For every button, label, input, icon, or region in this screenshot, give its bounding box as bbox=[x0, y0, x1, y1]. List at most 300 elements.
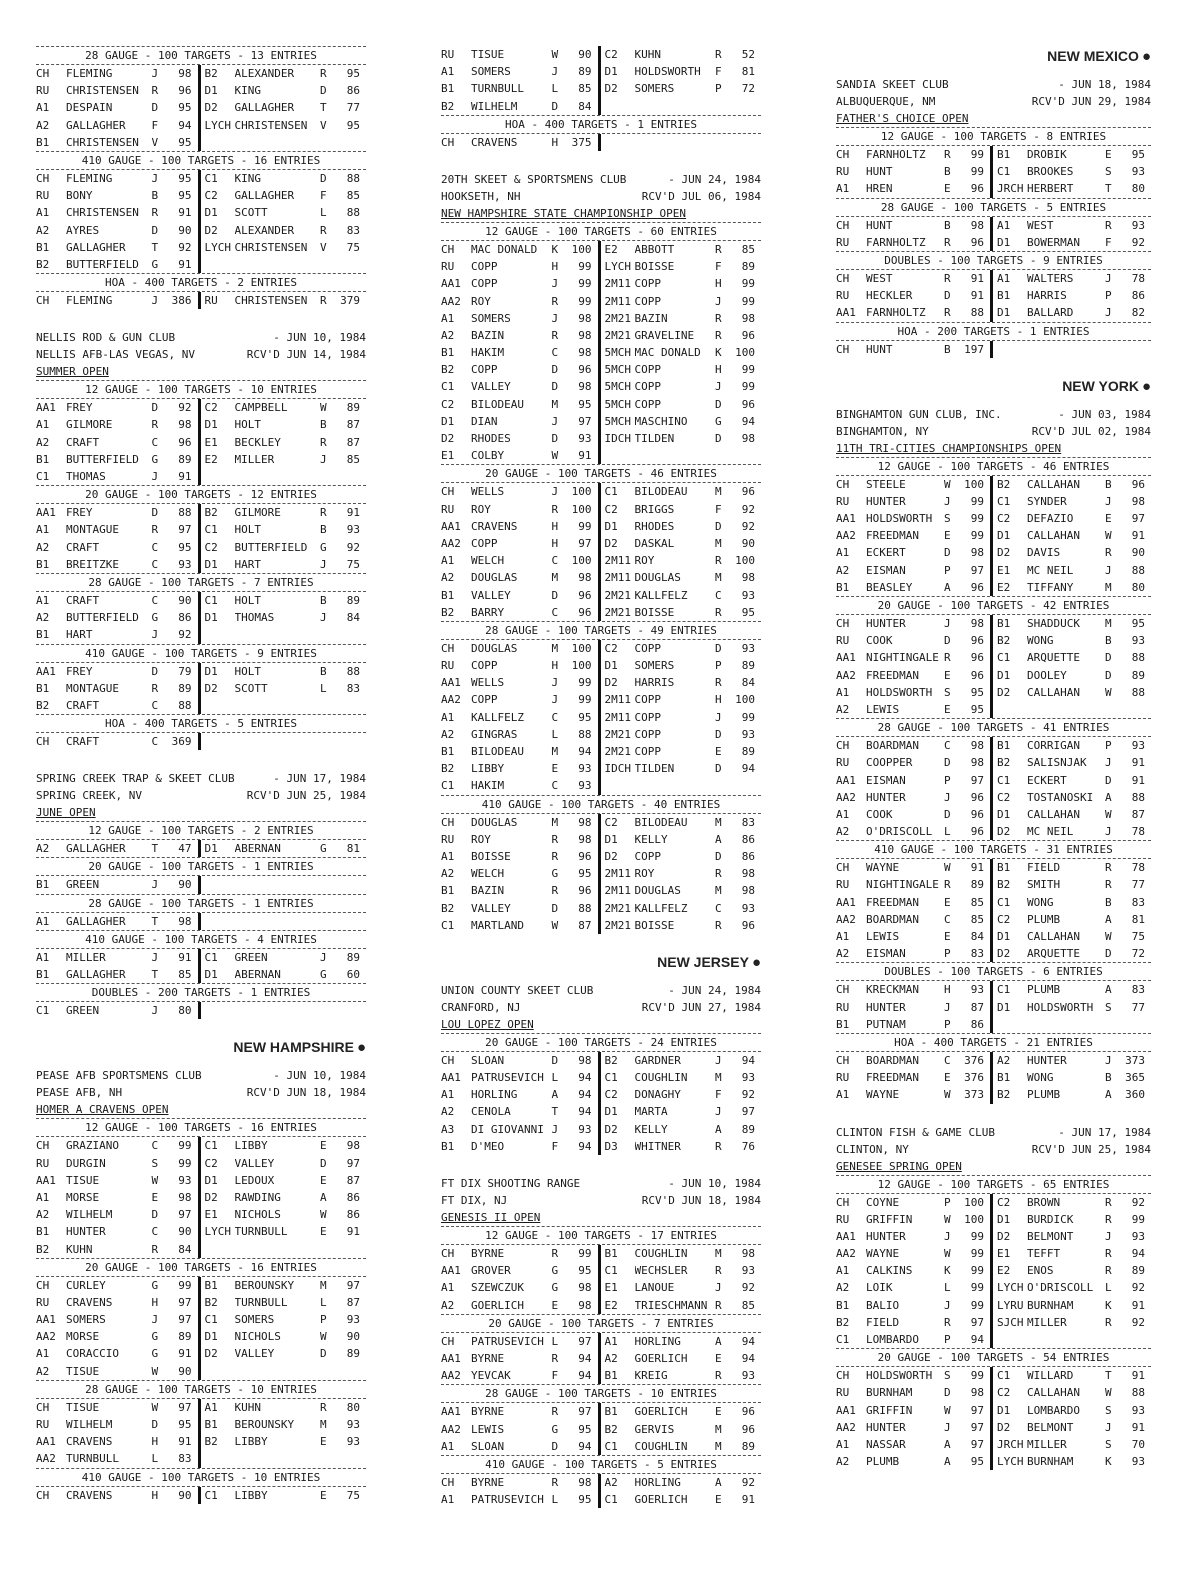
result-right bbox=[990, 579, 1151, 596]
result-right bbox=[198, 556, 367, 573]
club-block bbox=[36, 329, 366, 750]
result-right bbox=[598, 691, 762, 708]
class-code: C1 bbox=[604, 1071, 618, 1085]
score: 93 bbox=[578, 1122, 592, 1136]
result-row bbox=[36, 1416, 366, 1433]
score: 96 bbox=[578, 605, 592, 619]
class-code: C2 bbox=[604, 502, 618, 516]
score: 91 bbox=[1131, 773, 1145, 787]
class-code: D2 bbox=[997, 546, 1011, 560]
shooter-name: TOSTANOSKI bbox=[1027, 790, 1094, 804]
class-code: B2 bbox=[836, 1315, 850, 1329]
shooter-name: HARRIS bbox=[634, 676, 675, 690]
result-row bbox=[441, 1086, 761, 1103]
shooter-name: KUHN bbox=[66, 1242, 93, 1256]
event-group-heading: 28 GAUGE - 100 TARGETS - 5 ENTRIES bbox=[836, 198, 1151, 217]
shooter-name: SYNDER bbox=[1027, 494, 1067, 508]
result-right bbox=[990, 1228, 1151, 1245]
shooter-name: BOARDMAN bbox=[866, 1053, 919, 1067]
score: 93 bbox=[1131, 1229, 1145, 1243]
shooter-name: CALLAHAN bbox=[1027, 477, 1080, 491]
shooter-class-letter: C bbox=[944, 739, 951, 753]
result-left bbox=[836, 999, 990, 1016]
shooter-name: COPP bbox=[634, 727, 661, 741]
result-row bbox=[36, 1450, 366, 1467]
shooter-name: COLBY bbox=[471, 449, 505, 463]
shooter-class-letter: R bbox=[151, 523, 159, 537]
score: 93 bbox=[1131, 165, 1145, 179]
shooter-name: BEASLEY bbox=[866, 580, 913, 594]
result-right bbox=[990, 789, 1151, 806]
shooter-name: COPP bbox=[471, 659, 498, 673]
score: 365 bbox=[1125, 1071, 1145, 1085]
result-right bbox=[598, 483, 762, 500]
result-right bbox=[598, 1491, 762, 1508]
result-left bbox=[36, 187, 198, 204]
shooter-class-letter: H bbox=[151, 1488, 159, 1502]
shooter-class-letter: W bbox=[944, 1212, 951, 1226]
class-code: A1 bbox=[36, 593, 50, 607]
shooter-name: LIBBY bbox=[234, 1139, 268, 1153]
class-code: A2 bbox=[441, 867, 455, 881]
event-group-heading: 410 GAUGE - 100 TARGETS - 5 ENTRIES bbox=[441, 1455, 761, 1474]
result-left bbox=[441, 80, 598, 97]
class-code: A1 bbox=[441, 311, 455, 325]
class-code: D1 bbox=[997, 1000, 1011, 1014]
score: 98 bbox=[741, 884, 755, 898]
result-left bbox=[36, 876, 198, 893]
result-left bbox=[441, 1279, 598, 1296]
shooter-name: GOERLICH bbox=[471, 1298, 524, 1312]
result-left bbox=[441, 1121, 598, 1138]
result-left bbox=[36, 170, 198, 187]
score: 99 bbox=[970, 148, 984, 161]
class-code: A1 bbox=[441, 554, 455, 568]
score: 89 bbox=[346, 401, 360, 415]
shooter-class-letter: D bbox=[1105, 947, 1112, 961]
result-left bbox=[836, 1228, 990, 1245]
score: 100 bbox=[735, 554, 755, 568]
result-right bbox=[598, 865, 762, 882]
club-location: HOOKSETH, NH bbox=[441, 189, 521, 203]
result-row bbox=[36, 1137, 366, 1154]
result-right bbox=[198, 82, 367, 99]
score: 47 bbox=[178, 842, 192, 856]
shoot-date: - JUN 10, 1984 bbox=[273, 331, 366, 345]
result-right bbox=[598, 361, 762, 378]
class-code: B1 bbox=[36, 557, 50, 571]
result-left bbox=[836, 789, 990, 806]
event-name: SUMMER OPEN bbox=[36, 365, 109, 379]
shooter-name: MORSE bbox=[66, 1190, 100, 1204]
shooter-name: WONG bbox=[1027, 634, 1054, 648]
score: 91 bbox=[1131, 529, 1145, 543]
result-row bbox=[836, 1453, 1151, 1470]
shooter-class-letter: H bbox=[715, 363, 722, 377]
result-row bbox=[836, 859, 1151, 876]
result-right bbox=[990, 476, 1151, 493]
shooter-name: BAZIN bbox=[634, 311, 668, 325]
result-right bbox=[598, 604, 762, 621]
shooter-class-letter: D bbox=[944, 289, 951, 303]
result-right bbox=[598, 674, 762, 691]
shooter-class-letter: W bbox=[944, 861, 951, 875]
class-code: IDCH bbox=[604, 432, 631, 445]
shooter-name: PATRUSEVICH bbox=[471, 1334, 544, 1348]
score: 94 bbox=[741, 414, 755, 428]
shooter-name: BEROUNSKY bbox=[234, 1278, 295, 1292]
shooter-class-letter: W bbox=[944, 1088, 951, 1102]
score: 72 bbox=[741, 82, 755, 96]
class-code: D1 bbox=[997, 1403, 1011, 1417]
shooter-name: SOMERS bbox=[471, 65, 511, 79]
result-row bbox=[836, 476, 1151, 493]
result-right bbox=[598, 413, 762, 430]
result-row bbox=[836, 772, 1151, 789]
score: 96 bbox=[178, 84, 192, 98]
class-code: 2M21 bbox=[604, 311, 631, 325]
shooter-class-letter: W bbox=[1105, 685, 1112, 699]
class-code: A1 bbox=[604, 1334, 618, 1348]
score: 93 bbox=[741, 1369, 755, 1383]
result-row bbox=[836, 1419, 1151, 1436]
club-header-line bbox=[836, 76, 1151, 93]
shooter-class-letter: T bbox=[151, 914, 159, 928]
shooter-class-letter: L bbox=[551, 1493, 559, 1507]
result-row bbox=[836, 146, 1151, 163]
class-code: B2 bbox=[997, 756, 1011, 770]
class-code: CH bbox=[36, 1488, 50, 1502]
class-code: RU bbox=[836, 165, 850, 179]
score: 94 bbox=[970, 1333, 984, 1346]
score: 99 bbox=[970, 1264, 984, 1278]
score: 90 bbox=[178, 593, 192, 607]
shooter-class-letter: H bbox=[715, 693, 722, 707]
shooter-name: GRIFFIN bbox=[866, 1403, 913, 1417]
shooter-name: DROBIK bbox=[1027, 148, 1067, 161]
shooter-name: COPP bbox=[634, 710, 661, 724]
class-code: C1 bbox=[604, 1264, 618, 1278]
shooter-class-letter: P bbox=[944, 947, 951, 961]
event-group-heading: 410 GAUGE - 100 TARGETS - 31 ENTRIES bbox=[836, 840, 1151, 859]
shooter-class-letter: G bbox=[151, 1330, 159, 1344]
score: 91 bbox=[346, 1225, 360, 1239]
shooter-name: HUNTER bbox=[66, 1225, 106, 1239]
state-bullet-icon: ● bbox=[751, 953, 761, 971]
score: 100 bbox=[964, 1212, 984, 1226]
shooter-class-letter: R bbox=[1105, 861, 1112, 875]
shooter-name: KREIG bbox=[634, 1369, 668, 1383]
shooter-name: GREEN bbox=[234, 950, 268, 964]
shooter-name: ABBOTT bbox=[634, 242, 675, 256]
shooter-name: GOERLICH bbox=[634, 1493, 688, 1507]
shooter-name: RAWDING bbox=[234, 1190, 281, 1204]
shooter-name: CALLAHAN bbox=[1027, 930, 1080, 943]
result-row bbox=[441, 63, 761, 80]
result-row bbox=[36, 434, 366, 451]
shooter-name: KALLFELZ bbox=[634, 901, 688, 915]
class-code: D2 bbox=[997, 947, 1011, 961]
shooter-class-letter: D bbox=[715, 849, 722, 863]
class-code: RU bbox=[36, 84, 50, 98]
column-2 bbox=[441, 46, 761, 1528]
class-code: A1 bbox=[441, 1281, 455, 1295]
score: 93 bbox=[346, 1418, 360, 1431]
result-right bbox=[598, 1333, 762, 1350]
shooter-class-letter: S bbox=[1105, 1000, 1112, 1014]
score: 93 bbox=[970, 983, 984, 997]
shooter-name: MARTLAND bbox=[471, 918, 524, 932]
result-row bbox=[836, 270, 1151, 287]
score: 100 bbox=[735, 693, 755, 707]
class-code: D1 bbox=[204, 84, 218, 98]
score: 89 bbox=[741, 659, 755, 673]
shooter-name: COUGHLIN bbox=[634, 1439, 688, 1453]
score: 95 bbox=[178, 189, 192, 203]
state-name: NEW HAMPSHIRE bbox=[233, 1039, 354, 1056]
shooter-class-letter: R bbox=[1105, 878, 1112, 892]
result-left bbox=[836, 701, 990, 718]
result-row bbox=[36, 609, 366, 626]
result-row bbox=[836, 701, 1151, 718]
result-right bbox=[198, 399, 367, 416]
score: 97 bbox=[578, 1405, 592, 1419]
score: 98 bbox=[578, 571, 592, 585]
result-right bbox=[198, 1328, 367, 1345]
result-left bbox=[441, 917, 598, 934]
result-row bbox=[36, 134, 366, 151]
score: 90 bbox=[178, 878, 192, 892]
class-code: A1 bbox=[836, 1088, 850, 1102]
class-code: A2 bbox=[36, 540, 50, 554]
shoot-date: - JUN 03, 1984 bbox=[1058, 407, 1151, 421]
shooter-class-letter: B bbox=[320, 523, 327, 537]
score: 96 bbox=[578, 363, 592, 377]
score: 81 bbox=[1131, 912, 1145, 926]
score: 95 bbox=[1131, 148, 1145, 161]
result-row bbox=[441, 1350, 761, 1367]
class-code: LYCH bbox=[997, 1281, 1024, 1295]
shooter-name: KELLY bbox=[634, 1122, 668, 1136]
shooter-name: GREEN bbox=[66, 1004, 100, 1018]
score: 94 bbox=[741, 1053, 755, 1067]
result-right bbox=[598, 848, 762, 865]
class-code: B1 bbox=[36, 240, 50, 254]
score: 92 bbox=[741, 502, 755, 516]
result-left bbox=[441, 1438, 598, 1455]
result-left bbox=[836, 928, 990, 945]
class-code: A2 bbox=[441, 1298, 455, 1312]
shooter-name: BILODEAU bbox=[471, 745, 524, 758]
class-code: AA2 bbox=[441, 1369, 461, 1383]
score: 97 bbox=[970, 1420, 984, 1434]
score: 373 bbox=[964, 1088, 984, 1102]
shooter-name: HART bbox=[234, 557, 261, 571]
event-group-heading: 12 GAUGE - 100 TARGETS - 2 ENTRIES bbox=[36, 821, 366, 840]
class-code: CH bbox=[441, 1053, 455, 1067]
result-left bbox=[441, 1069, 598, 1086]
class-code: IDCH bbox=[604, 762, 631, 776]
shooter-name: CALKINS bbox=[866, 1264, 913, 1278]
result-right bbox=[598, 344, 762, 361]
shooter-name: NICHOLS bbox=[234, 1330, 281, 1344]
club-location: PEASE AFB, NH bbox=[36, 1086, 123, 1100]
shooter-class-letter: C bbox=[151, 735, 159, 749]
class-code: A1 bbox=[36, 1347, 50, 1361]
class-code: AA2 bbox=[836, 1420, 856, 1434]
score: 93 bbox=[741, 727, 755, 741]
result-row bbox=[441, 900, 761, 917]
club-continued bbox=[441, 46, 761, 151]
score: 91 bbox=[1131, 1369, 1145, 1383]
shooter-class-letter: M bbox=[715, 1439, 722, 1453]
class-code: AA2 bbox=[441, 294, 461, 308]
result-row bbox=[836, 911, 1151, 928]
class-code: A1 bbox=[997, 218, 1011, 232]
result-left bbox=[36, 1416, 198, 1433]
result-row bbox=[36, 1241, 366, 1258]
score: 97 bbox=[970, 1437, 984, 1451]
score: 91 bbox=[578, 449, 592, 463]
result-right bbox=[598, 726, 762, 743]
shooter-name: WILHELM bbox=[66, 1208, 113, 1222]
result-left bbox=[836, 981, 990, 998]
result-row bbox=[441, 674, 761, 691]
result-row bbox=[36, 876, 366, 893]
result-row bbox=[441, 777, 761, 794]
class-code: D2 bbox=[204, 1347, 218, 1361]
shooter-class-letter: F bbox=[551, 1369, 559, 1383]
event-group-heading: HOA - 400 TARGETS - 21 ENTRIES bbox=[836, 1033, 1151, 1052]
shooter-class-letter: B bbox=[944, 218, 951, 232]
club-block bbox=[836, 406, 1151, 1104]
result-right bbox=[990, 981, 1151, 998]
result-right bbox=[598, 275, 762, 292]
shooter-name: SOMERS bbox=[471, 311, 511, 325]
result-row bbox=[441, 1367, 761, 1384]
score: 85 bbox=[970, 912, 984, 926]
score: 100 bbox=[571, 554, 592, 568]
shoot-date: - JUN 17, 1984 bbox=[273, 772, 366, 786]
score: 89 bbox=[178, 452, 192, 466]
shooter-name: COPP bbox=[471, 277, 498, 291]
result-left bbox=[441, 241, 598, 258]
event-group-heading: 28 GAUGE - 100 TARGETS - 49 ENTRIES bbox=[441, 621, 761, 640]
shooter-class-letter: L bbox=[320, 1295, 327, 1309]
class-code: B1 bbox=[36, 452, 50, 466]
shoot-date: - JUN 18, 1984 bbox=[1058, 78, 1151, 91]
result-left bbox=[836, 544, 990, 561]
class-code: B2 bbox=[997, 634, 1011, 648]
result-row bbox=[36, 1345, 366, 1362]
result-left bbox=[36, 1399, 198, 1416]
class-code: B2 bbox=[441, 901, 455, 915]
result-right bbox=[198, 1311, 367, 1328]
score: 89 bbox=[741, 1439, 755, 1453]
class-code: CH bbox=[836, 861, 850, 875]
score: 99 bbox=[741, 380, 755, 394]
received-date: RCV'D JUN 27, 1984 bbox=[641, 1000, 761, 1014]
shooter-name: TURNBULL bbox=[234, 1295, 288, 1309]
shooter-name: CAMPBELL bbox=[234, 401, 288, 415]
result-right bbox=[990, 615, 1151, 632]
shooter-name: HOLDSWORTH bbox=[866, 685, 933, 699]
result-left bbox=[441, 1491, 598, 1508]
result-row bbox=[36, 840, 366, 857]
class-code: B2 bbox=[441, 99, 455, 113]
shooter-class-letter: J bbox=[1105, 756, 1112, 770]
class-code: B1 bbox=[441, 1139, 455, 1153]
score: 386 bbox=[171, 294, 192, 308]
shooter-class-letter: C bbox=[551, 779, 559, 793]
score: 96 bbox=[578, 884, 592, 898]
result-row bbox=[836, 1297, 1151, 1314]
score: 98 bbox=[970, 739, 984, 753]
result-right bbox=[990, 1086, 1151, 1103]
class-code: B1 bbox=[36, 135, 50, 149]
shooter-name: WELCH bbox=[471, 554, 505, 568]
class-code: C1 bbox=[36, 1004, 50, 1018]
result-left bbox=[836, 1086, 990, 1103]
class-code: C2 bbox=[204, 401, 218, 415]
score: 84 bbox=[346, 611, 360, 625]
shooter-name: KALLFELZ bbox=[471, 710, 524, 724]
result-left bbox=[36, 1241, 198, 1258]
score: 97 bbox=[578, 536, 592, 550]
class-code: JRCH bbox=[997, 1437, 1024, 1451]
score: 70 bbox=[1131, 1437, 1145, 1451]
score: 95 bbox=[578, 397, 592, 411]
result-row bbox=[441, 1333, 761, 1350]
shooter-class-letter: S bbox=[944, 685, 951, 699]
class-code: 5MCH bbox=[604, 363, 631, 377]
shooter-name: MONTAGUE bbox=[66, 523, 119, 537]
class-code: D1 bbox=[997, 930, 1011, 943]
score: 99 bbox=[741, 363, 755, 377]
shooter-name: CRAFT bbox=[66, 735, 100, 749]
shooter-class-letter: R bbox=[1105, 1315, 1112, 1329]
score: 89 bbox=[578, 65, 592, 79]
result-row bbox=[836, 684, 1151, 701]
shooter-name: WELLS bbox=[471, 485, 505, 499]
shooter-name: COOK bbox=[866, 807, 893, 821]
result-right bbox=[198, 1399, 367, 1416]
shoot-date: - JUN 10, 1984 bbox=[273, 1069, 366, 1083]
result-right bbox=[990, 1436, 1151, 1453]
class-code: A1 bbox=[36, 206, 50, 220]
shooter-name: COPP bbox=[634, 277, 661, 291]
shooter-name: HOLT bbox=[234, 664, 261, 678]
received-date: RCV'D JUN 25, 1984 bbox=[1031, 1142, 1151, 1156]
class-code: A1 bbox=[204, 1400, 218, 1414]
shooter-class-letter: G bbox=[151, 452, 159, 466]
score: 72 bbox=[1131, 947, 1145, 961]
score: 96 bbox=[1131, 477, 1145, 491]
score: 80 bbox=[178, 1004, 192, 1018]
class-code: C2 bbox=[997, 1386, 1011, 1400]
score: 86 bbox=[1131, 289, 1145, 303]
score: 92 bbox=[1131, 1315, 1145, 1329]
class-code: RU bbox=[204, 294, 218, 308]
shooter-name: DOUGLAS bbox=[471, 641, 518, 655]
shooter-name: PUTNAM bbox=[866, 1017, 906, 1031]
result-left bbox=[836, 180, 990, 197]
class-code: 5MCH bbox=[604, 380, 631, 394]
score: 79 bbox=[178, 664, 192, 678]
score: 93 bbox=[578, 432, 592, 445]
shooter-class-letter: D bbox=[151, 664, 159, 678]
score: 94 bbox=[741, 762, 755, 776]
